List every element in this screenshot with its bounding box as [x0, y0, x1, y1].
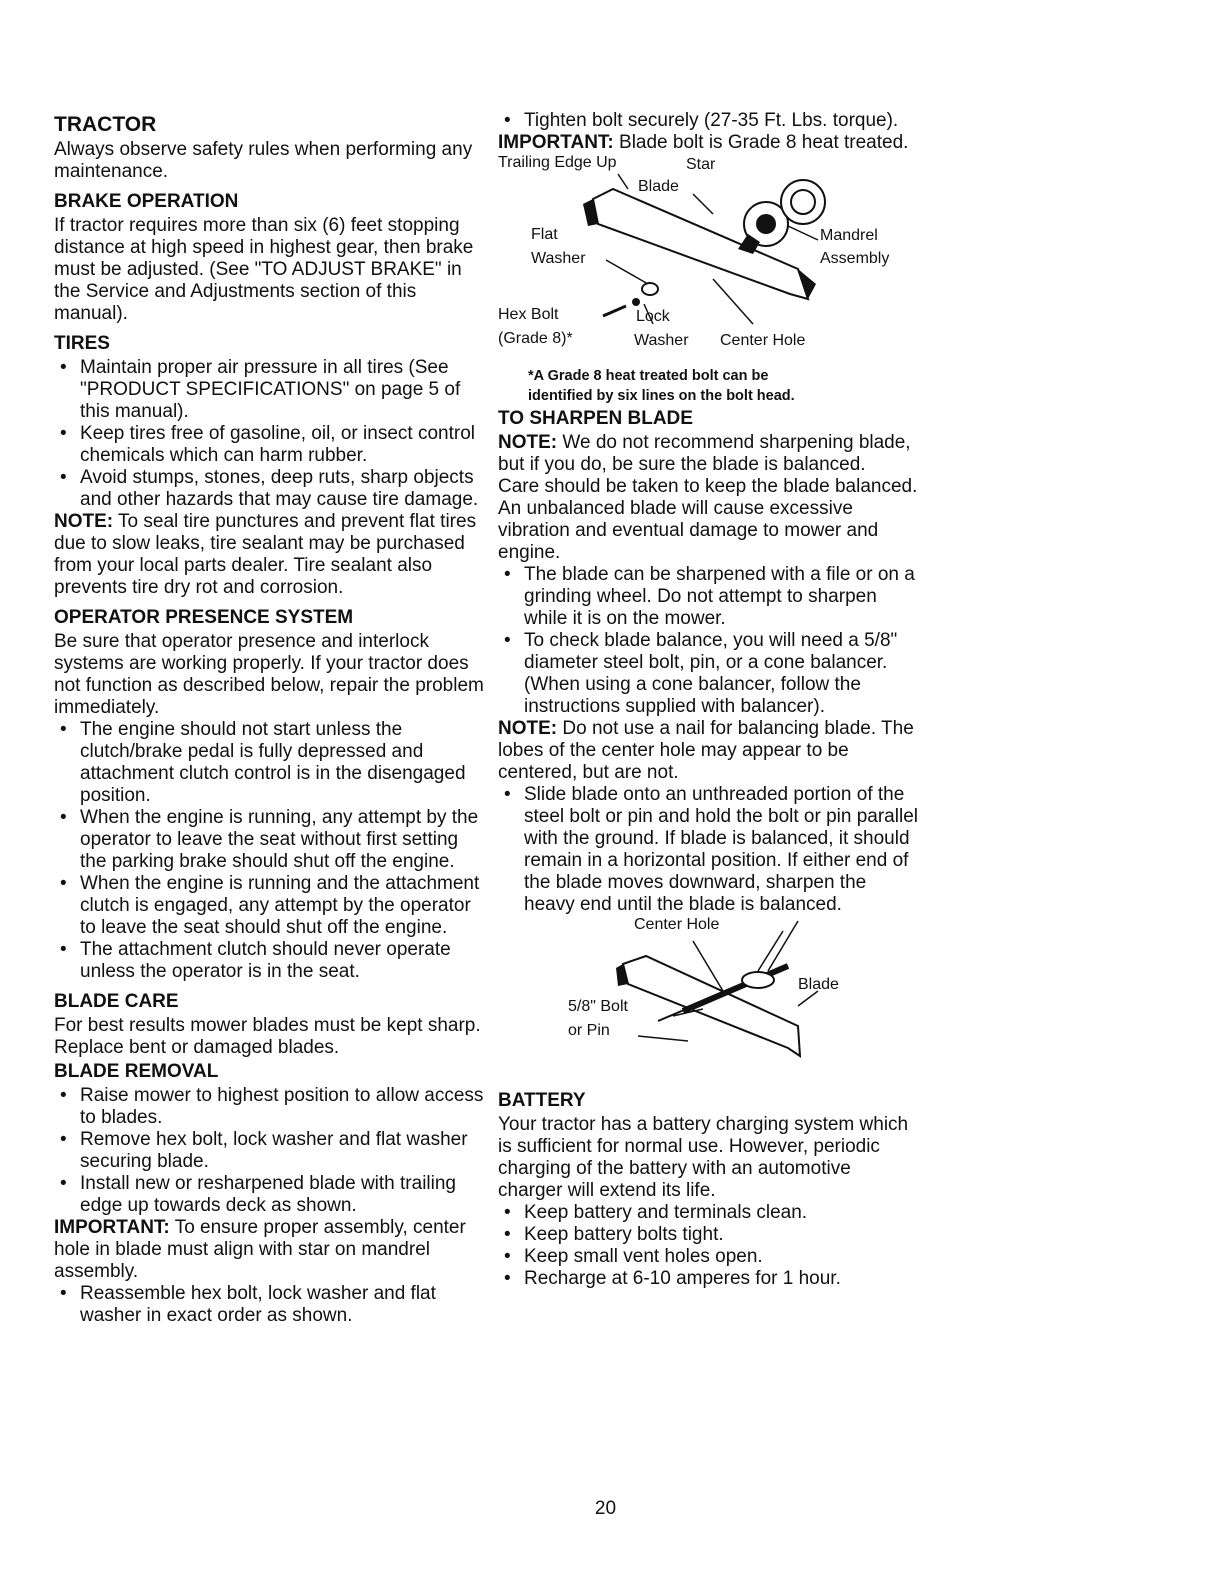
label-star: Star — [686, 156, 716, 173]
tighten-list — [498, 110, 918, 132]
blade-care-text: For best results mower blades must be kept sharp. Replace bent or damaged blades. — [54, 1015, 481, 1058]
label-bolt: 5/8" Bolt — [568, 998, 628, 1015]
caption-line: identified by six lines on the bolt head. — [528, 388, 795, 404]
caption-line: *A Grade 8 heat treated bolt can be — [528, 368, 769, 384]
blade-balance-figure — [498, 916, 918, 1086]
label-hex-bolt: Hex Bolt — [498, 306, 559, 323]
important-label: IMPORTANT: — [54, 1217, 170, 1238]
operator-text: Be sure that operator presence and interlock systems are working properly. If your tractor does not function as described below, repair the problem immediately. — [54, 631, 484, 718]
label-or-pin: or Pin — [568, 1022, 610, 1039]
list-item: • Avoid stumps, stones, deep ruts, sharp objects and other hazards that may cause tire damage. — [54, 467, 484, 511]
list-item: • Remove hex bolt, lock washer and flat washer securing blade. — [54, 1129, 484, 1173]
list-item: • Keep small vent holes open. — [498, 1246, 918, 1268]
label-assembly: Assembly — [820, 250, 890, 267]
label-lock-washer: Washer — [634, 332, 689, 349]
blade-removal-important — [54, 1217, 484, 1283]
list-item: • Keep battery bolts tight. — [498, 1224, 918, 1246]
battery-list — [498, 1202, 918, 1290]
list-item: • Reassemble hex bolt, lock washer and flat washer in exact order as shown. — [54, 1283, 484, 1327]
tires-list — [54, 357, 484, 511]
heading-battery: BATTERY — [498, 1090, 586, 1111]
list-item: • Install new or resharpened blade with trailing edge up towards deck as shown. — [54, 1173, 484, 1217]
label-flat: Flat — [531, 226, 558, 243]
blade-removal-list — [54, 1085, 484, 1217]
sharpen-list — [498, 564, 918, 718]
blade-balance-illustration — [498, 916, 918, 1086]
heading-to-sharpen-blade: TO SHARPEN BLADE — [498, 408, 693, 429]
label-blade: Blade — [638, 178, 679, 195]
list-item: • The engine should not start unless the clutch/brake pedal is fully depressed and attachment clutch control is in the disengaged position. — [54, 719, 484, 807]
note-label: NOTE: — [498, 718, 558, 739]
operator-list — [54, 719, 484, 983]
list-item: • When the engine is running, any attempt by the operator to leave the seat without first setting the parking brake should shut off the engine. — [54, 807, 484, 873]
section-title-tractor: TRACTOR — [54, 113, 157, 136]
figure-caption — [498, 366, 918, 406]
list-item: • Tighten bolt securely (27-35 Ft. Lbs. torque). — [498, 110, 918, 132]
important-label: IMPORTANT: — [498, 132, 614, 153]
bolt-grade-important — [498, 132, 918, 154]
heading-blade-care: BLADE CARE — [54, 991, 179, 1012]
tires-note — [54, 511, 484, 599]
list-item: • The blade can be sharpened with a file or on a grinding wheel. Do not attempt to sharpen while it is on the mower. — [498, 564, 918, 630]
label-lock: Lock — [636, 308, 670, 325]
note-text: Do not use a nail for balancing blade. The lobes of the center hole may appear to be centered, but are not. — [498, 718, 914, 783]
label-washer: Washer — [531, 250, 586, 267]
list-item: • Maintain proper air pressure in all tires (See "PRODUCT SPECIFICATIONS" on page 5 of this manual). — [54, 357, 484, 423]
list-item: • To check blade balance, you will need a 5/8" diameter steel bolt, pin, or a cone balancer. (When using a cone balancer, follow the instructions supplied with balancer). — [498, 630, 918, 718]
sharpen-note — [498, 432, 918, 476]
list-item: • Keep tires free of gasoline, oil, or insect control chemicals which can harm rubber. — [54, 423, 484, 467]
list-item: • Recharge at 6-10 amperes for 1 hour. — [498, 1268, 918, 1290]
blade-assembly-figure — [498, 154, 918, 364]
label-blade: Blade — [798, 976, 839, 993]
label-center-hole: Center Hole — [634, 916, 720, 933]
heading-blade-removal: BLADE REMOVAL — [54, 1061, 219, 1082]
list-item: • Keep battery and terminals clean. — [498, 1202, 918, 1224]
label-center-hole: Center Hole — [720, 332, 806, 349]
list-item: • Slide blade onto an unthreaded portion of the steel bolt or pin and hold the bolt or pin parallel with the ground. If blade is balanced, it should remain in a horizontal position. If either end of the blade moves downward, sharpen the heavy end until the blade is balanced. — [498, 784, 918, 916]
heading-brake-operation: BRAKE OPERATION — [54, 191, 239, 212]
sharpen-text: Care should be taken to keep the blade balanced. An unbalanced blade will cause excessive vibration and eventual damage to mower and engine. — [498, 476, 918, 563]
important-text: To ensure proper assembly, center hole in blade must align with star on mandrel assembly. — [54, 1217, 466, 1282]
battery-text: Your tractor has a battery charging system which is sufficient for normal use. However, periodic charging of the battery with an automotive charger will extend its life. — [498, 1114, 909, 1201]
label-mandrel: Mandrel — [820, 227, 878, 244]
heading-operator-presence: OPERATOR PRESENCE SYSTEM — [54, 607, 354, 628]
brake-text: If tractor requires more than six (6) feet stopping distance at high speed in highest gear, then brake must be adjusted. (See "TO ADJUST BRAKE" in the Service and Adjustments section of this manual). — [54, 215, 474, 324]
blade-removal-list-2 — [54, 1283, 484, 1327]
note-label: NOTE: — [54, 511, 114, 532]
important-text: Blade bolt is Grade 8 heat treated. — [619, 132, 909, 153]
label-grade: (Grade 8)* — [498, 330, 573, 347]
sharpen-note-2 — [498, 718, 918, 784]
sharpen-list-2 — [498, 784, 918, 916]
left-column — [54, 110, 484, 1327]
note-text: We do not recommend sharpening blade, but if you do, be sure the blade is balanced. — [498, 432, 911, 475]
list-item: • Raise mower to highest position to allow access to blades. — [54, 1085, 484, 1129]
label-trailing-edge: Trailing Edge Up — [498, 154, 617, 171]
intro-text: Always observe safety rules when performing any maintenance. — [54, 139, 473, 182]
note-text: To seal tire punctures and prevent flat tires due to slow leaks, tire sealant may be purchased from your local parts dealer. Tire sealant also prevents tire dry rot and corrosion. — [54, 511, 477, 598]
heading-tires: TIRES — [54, 333, 110, 354]
right-column — [498, 110, 918, 1290]
page-number: 20 — [594, 1498, 617, 1519]
list-item: • The attachment clutch should never operate unless the operator is in the seat. — [54, 939, 484, 983]
list-item: • When the engine is running and the attachment clutch is engaged, any attempt by the operator to leave the seat should shut off the engine. — [54, 873, 484, 939]
note-label: NOTE: — [498, 432, 558, 453]
